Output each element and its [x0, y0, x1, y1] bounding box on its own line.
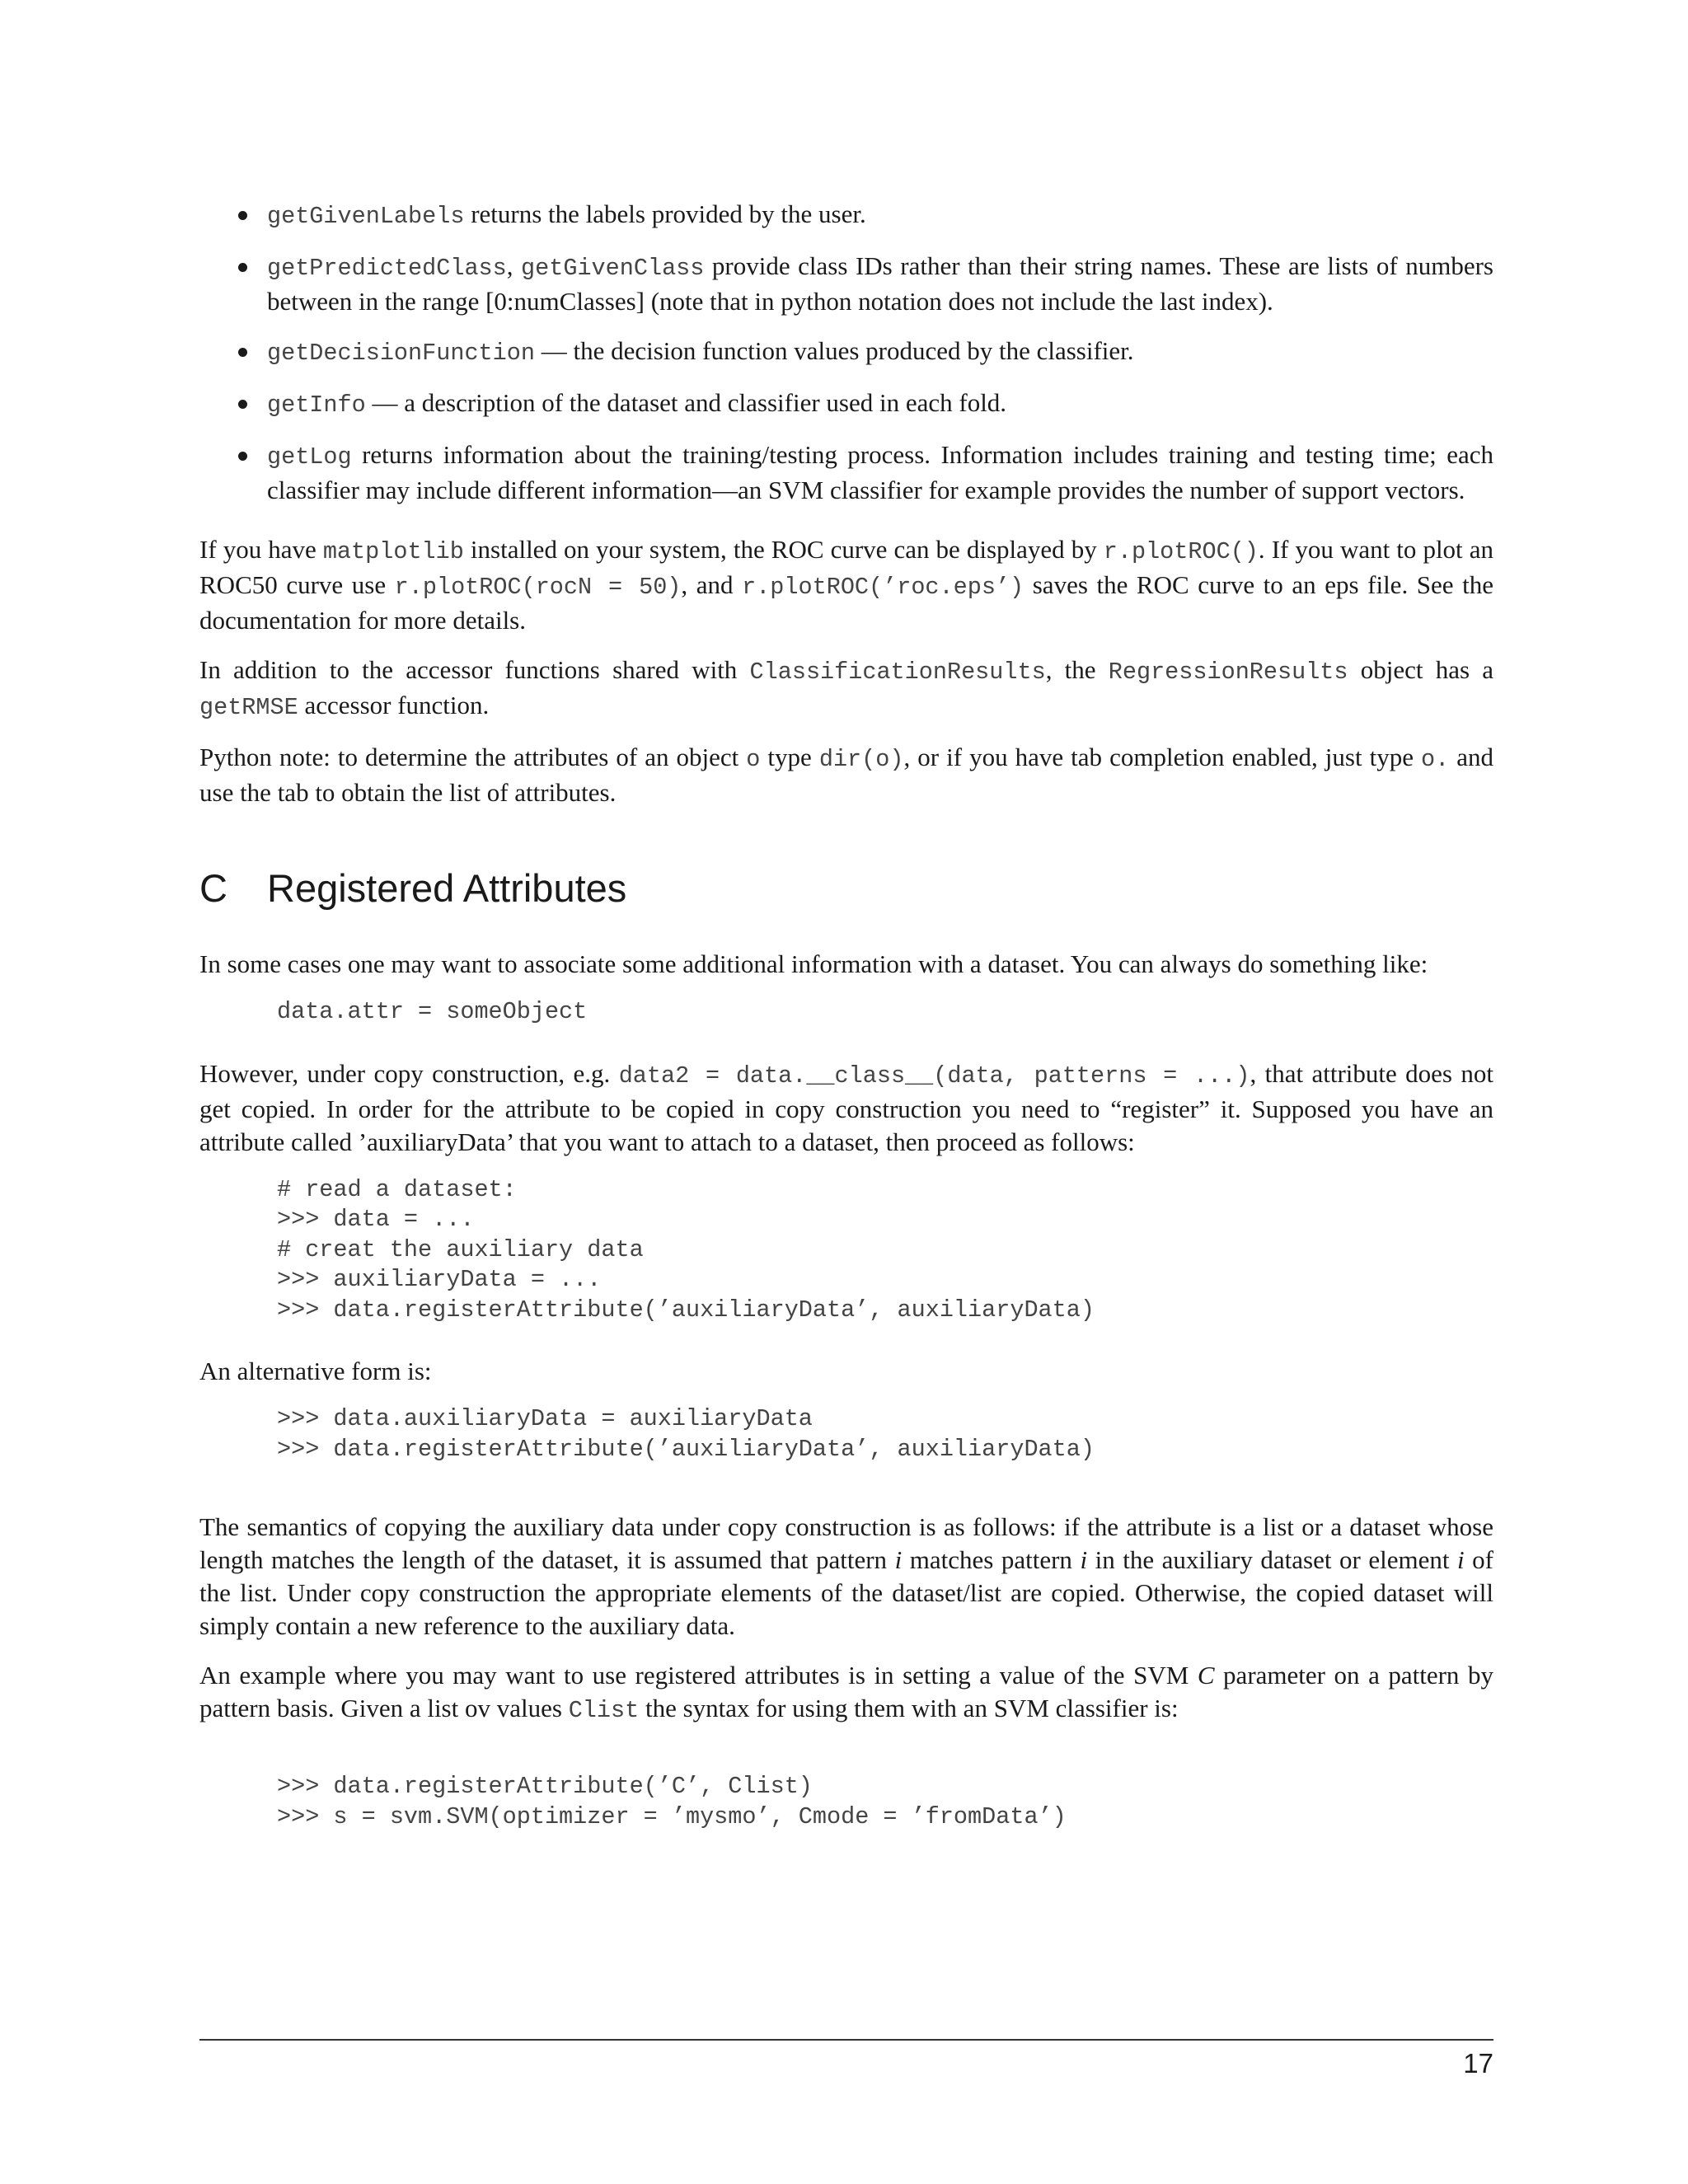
list-item: getPredictedClass, getGivenClass provide class IDs rather than their string names. These are lists of numbers between in the range [0:numClasses] (note that in python notation does not include the last index).	[267, 250, 1493, 318]
paragraph-semantics: The semantics of copying the auxiliary data under copy construction is as follows: if the attribute is a list or a dataset whose length matches the length of the dataset, it is assumed that pattern i matches pattern i in the auxiliary dataset or element i of the list. Under copy construction the appropriate elements of the dataset/list are copied. Otherwise, the copied dataset will simply contain a new reference to the auxiliary data.	[199, 1512, 1494, 1640]
paragraph-roc: If you have matplotlib installed on your system, the ROC curve can be displayed by r.plotROC(). If you want to plot an ROC50 curve use r.plotROC(rocN = 50), and r.plotROC(’roc.eps’) saves the ROC curve to an eps file. See the documentation for more details.	[199, 535, 1493, 635]
list-item: getGivenLabels returns the labels provided by the user.	[267, 198, 1493, 233]
accessor-list	[199, 198, 1493, 507]
code-inline: getDecisionFunction	[267, 340, 535, 367]
paragraph-python-note: Python note: to determine the attributes of an object o type dir(o), or if you have tab completion enabled, just type o. and use the tab to obtain the list of attributes.	[199, 743, 1494, 807]
section-heading	[199, 865, 1493, 912]
code-inline: getPredictedClass	[267, 255, 507, 282]
code-block-alternative: >>> data.auxiliaryData = auxiliaryData >>> data.registerAttribute(’auxiliaryData’, auxiliaryData)	[277, 1405, 1095, 1463]
section-title: Registered Attributes	[267, 866, 627, 910]
section-number: C	[199, 866, 227, 910]
list-item: getInfo — a description of the dataset and classifier used in each fold.	[267, 387, 1493, 422]
paragraph-svm-example: An example where you may want to use registered attributes is in setting a value of the SVM C parameter on a pattern by pattern basis. Given a list ov values Clist the syntax for using them with an SVM classifier is:	[199, 1661, 1493, 1724]
code-inline: getGivenLabels	[267, 203, 465, 230]
paragraph-accessor: In addition to the accessor functions shared with ClassificationResults, the RegressionResults object has a getRMSE accessor function.	[199, 655, 1493, 721]
page-number: 17	[1463, 2048, 1493, 2079]
list-item: getLog returns information about the training/testing process. Information includes training and testing time; each classifier may include different information—an SVM classifier for example provides the number of support vectors.	[267, 438, 1493, 507]
page-body	[199, 198, 1493, 1832]
code-inline: getLog	[267, 443, 352, 471]
code-block-register: # read a dataset: >>> data = ... # creat the auxiliary data >>> auxiliaryData = ... >>> data.registerAttribute(’auxiliaryData’, auxiliaryData)	[277, 1175, 1095, 1324]
paragraph-copy-construction: However, under copy construction, e.g. data2 = data.__class__(data, patterns = ...), that attribute does not get copied. In order for the attribute to be copied in copy construction you need to “register” it. Supposed you have an attribute called ’auxiliaryData’ that you want to attach to a dataset, then proceed as follows:	[199, 1058, 1493, 1156]
code-block-svm: >>> data.registerAttribute(’C’, Clist) >>> s = svm.SVM(optimizer = ’mysmo’, Cmode = ’fromData’)	[277, 1773, 1067, 1830]
code-inline: getGivenClass	[521, 255, 705, 282]
footer-rule	[199, 2039, 1493, 2041]
list-item: getDecisionFunction — the decision function values produced by the classifier.	[267, 335, 1493, 370]
code-block-attr: data.attr = someObject	[277, 998, 588, 1025]
code-inline: getInfo	[267, 391, 366, 419]
paragraph-intro: In some cases one may want to associate some additional information with a dataset. You can always do something like:	[199, 949, 1428, 978]
paragraph-alternative: An alternative form is:	[199, 1357, 432, 1385]
